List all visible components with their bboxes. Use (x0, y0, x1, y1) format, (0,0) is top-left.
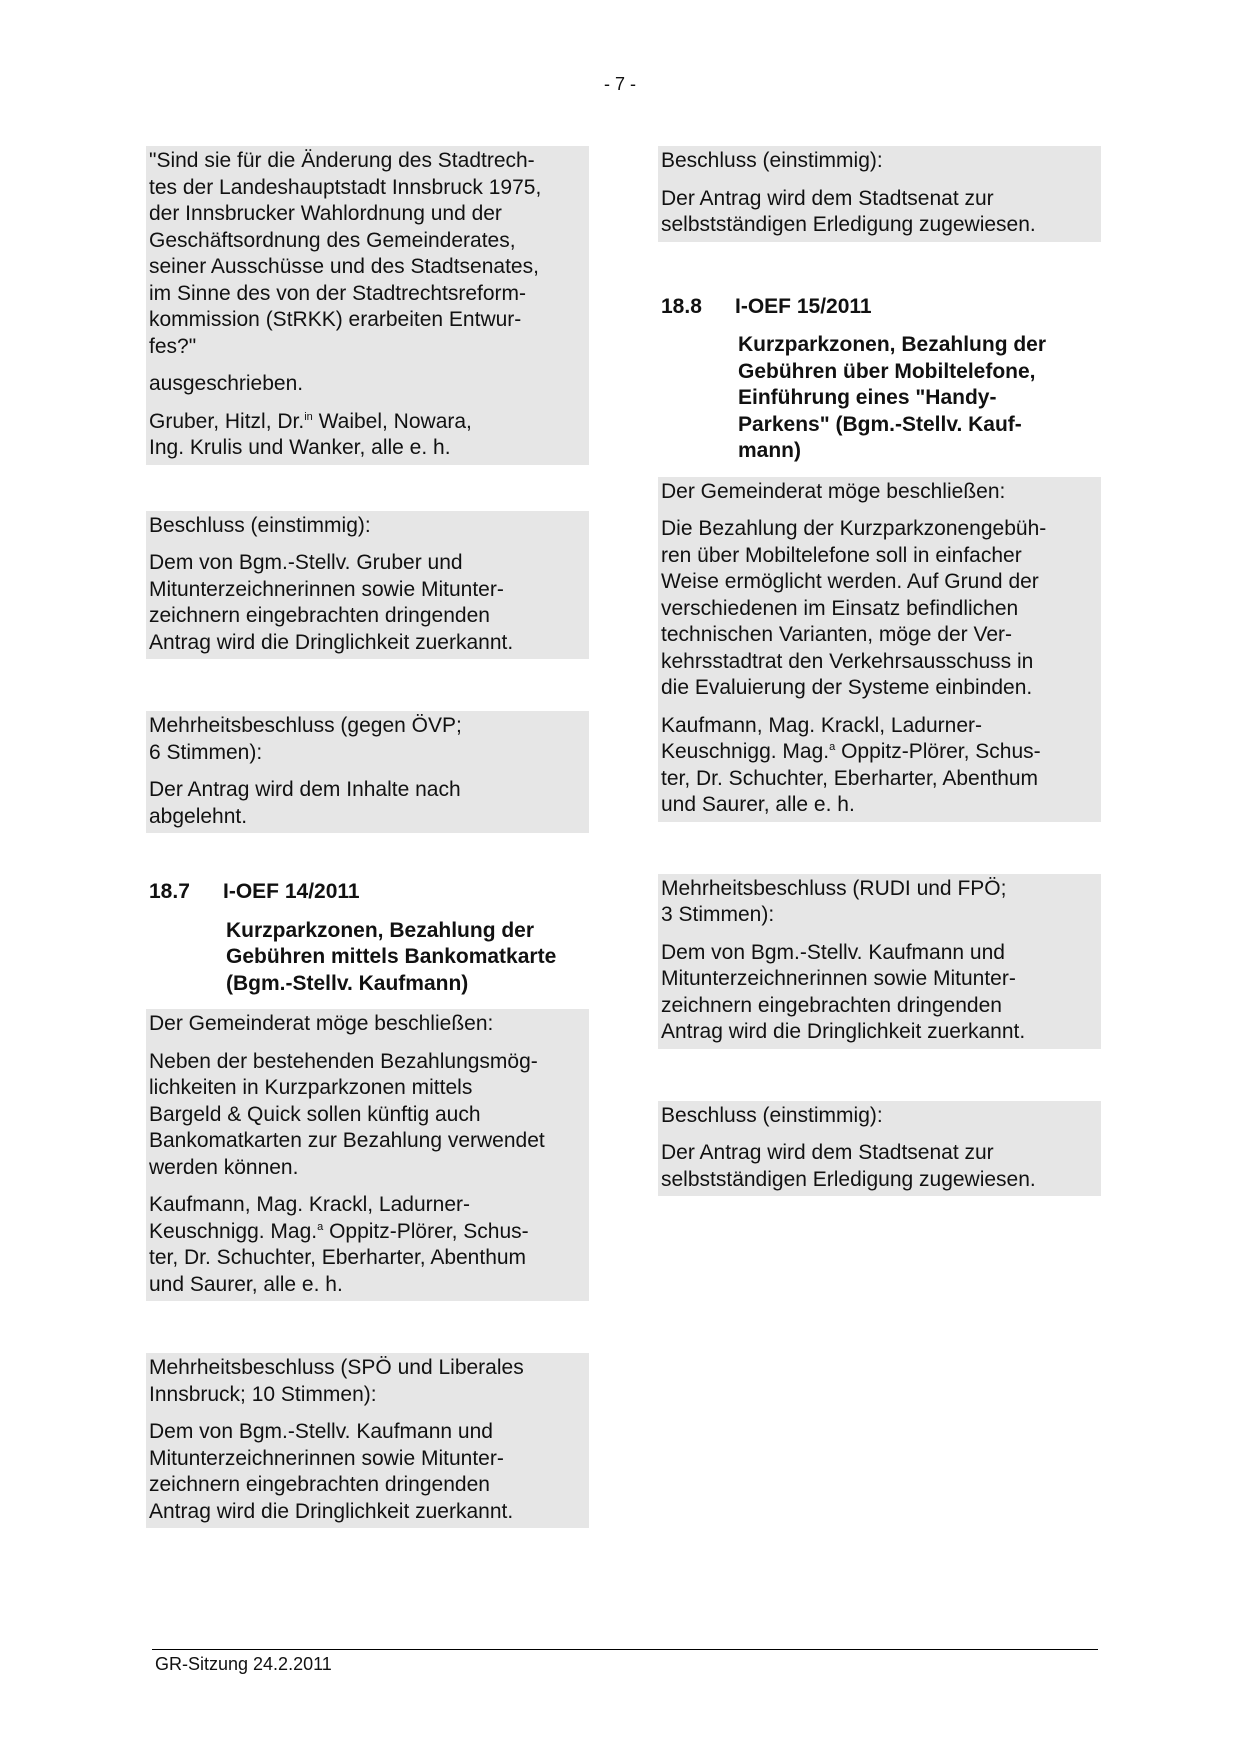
text-line: lichkeiten in Kurzparkzonen mittels (149, 1076, 473, 1099)
text-line: mann) (738, 439, 801, 462)
text-line: ren über Mobiltelefone soll in einfacher (661, 543, 1022, 567)
item-number: 18.8 (661, 294, 702, 318)
text-line: zeichnern eingebrachten dringenden (149, 1473, 490, 1496)
text-line: technischen Varianten, möge der Ver- (661, 623, 1012, 646)
majority-decision-box (658, 874, 1101, 1049)
agenda-item-18-8 (658, 294, 1101, 465)
text-line: Neben der bestehenden Bezahlungsmög- (149, 1049, 538, 1073)
decision-text (149, 777, 586, 830)
left-column (146, 146, 589, 1580)
signatory-line: ter, Dr. Schuchter, Eberharter, Abenthum (661, 766, 1039, 790)
text-line: werden können. (149, 1155, 299, 1179)
text-line: kehrsstadtrat den Verkehrsausschuss in (661, 649, 1034, 673)
motion-text (149, 1049, 586, 1182)
decision-text (661, 1140, 1098, 1193)
item-code: I-OEF 15/2011 (735, 294, 872, 318)
signatory-line: und Saurer, alle e. h. (661, 793, 855, 816)
text-line: Die Bezahlung der Kurzparkzonengebüh- (661, 517, 1047, 540)
text-line: Dem von Bgm.-Stellv. Gruber und (149, 551, 463, 574)
text-line: Bankomatkarten zur Bezahlung verwendet (149, 1129, 545, 1152)
decision-heading (149, 713, 586, 766)
decision-heading: Beschluss (einstimmig): (661, 1103, 883, 1127)
ausgeschrieben-text: ausgeschrieben. (149, 372, 304, 395)
motion-box (146, 1009, 589, 1301)
text-line: Gebühren über Mobiltelefone, (738, 359, 1036, 383)
text-line: Kurzparkzonen, Bezahlung der (226, 918, 535, 942)
text-line: Mehrheitsbeschluss (gegen ÖVP; (149, 714, 462, 737)
text-line: Geschäftsordnung des Gemeinderates, (149, 228, 516, 252)
text-line: zeichnern eingebrachten dringenden (149, 604, 490, 627)
signatory-line: Keuschnigg. Mag.$^a$ Oppitz-Plörer, Schus- (149, 1219, 529, 1243)
decision-heading: Beschluss (einstimmig): (661, 149, 883, 172)
text-line: Mitunterzeichnerinnen sowie Mitunter- (661, 967, 1016, 990)
item-title (661, 332, 1098, 465)
right-column (658, 146, 1101, 1248)
text-line: seiner Ausschüsse und des Stadtsenates, (149, 255, 539, 278)
item-title (149, 918, 586, 998)
text-line: Weise ermöglicht werden. Auf Grund der (661, 570, 1039, 593)
decision-text (661, 186, 1098, 239)
item-number-line (661, 294, 1098, 321)
decision-text (661, 940, 1098, 1046)
text-line: 6 Stimmen): (149, 740, 263, 764)
decision-text (149, 550, 586, 656)
signatory-line: Kaufmann, Mag. Krackl, Ladurner- (661, 713, 982, 737)
text-line: Dem von Bgm.-Stellv. Kaufmann und (661, 940, 1005, 964)
text-line: fes?" (149, 334, 197, 358)
majority-decision-box (146, 711, 589, 833)
agenda-item-18-7 (146, 879, 589, 997)
decision-box (658, 1101, 1101, 1197)
text-line: Der Antrag wird dem Stadtsenat zur (661, 186, 994, 210)
motion-text (661, 516, 1098, 702)
text-line: selbstständigen Erledigung zugewiesen. (661, 213, 1036, 236)
decision-text (149, 1419, 586, 1525)
text-line: selbstständigen Erledigung zugewiesen. (661, 1167, 1036, 1191)
decision-box (146, 511, 589, 660)
text-line: die Evaluierung der Systeme einbinden. (661, 676, 1033, 699)
text-line: Antrag wird die Dringlichkeit zuerkannt. (149, 630, 514, 654)
motion-heading: Der Gemeinderat möge beschließen: (149, 1012, 494, 1035)
text-line: 3 Stimmen): (661, 903, 775, 926)
text-line: der Innsbrucker Wahlordnung und der (149, 202, 502, 225)
text-line: "Sind sie für die Änderung des Stadtrech- (149, 149, 535, 172)
item-number: 18.7 (149, 880, 190, 903)
text-line: Mitunterzeichnerinnen sowie Mitunter- (149, 577, 504, 601)
signatory-line: Ing. Krulis und Wanker, alle e. h. (149, 436, 451, 459)
text-line: Antrag wird die Dringlichkeit zuerkannt. (149, 1499, 514, 1523)
majority-decision-box (146, 1353, 589, 1528)
text-line: Mitunterzeichnerinnen sowie Mitunter- (149, 1446, 504, 1470)
text-line: zeichnern eingebrachten dringenden (661, 993, 1002, 1017)
signatory-line: Kaufmann, Mag. Krackl, Ladurner- (149, 1193, 470, 1216)
text-line: Gebühren mittels Bankomatkarte (226, 945, 557, 968)
page-number: - 7 - (603, 74, 636, 94)
text-line: Bargeld & Quick sollen künftig auch (149, 1102, 481, 1126)
footer-text: GR-Sitzung 24.2.2011 (155, 1654, 332, 1674)
referendum-question-box (146, 146, 589, 465)
text-line: Kurzparkzonen, Bezahlung der (738, 333, 1047, 356)
text-line: Mehrheitsbeschluss (SPÖ und Liberales (149, 1356, 524, 1379)
signatories (149, 409, 586, 462)
decision-heading: Beschluss (einstimmig): (149, 513, 371, 537)
text-line: Dem von Bgm.-Stellv. Kaufmann und (149, 1420, 493, 1443)
text-line: Einführung eines "Handy- (738, 386, 997, 409)
text-line: abgelehnt. (149, 804, 248, 828)
text-line: Mehrheitsbeschluss (RUDI und FPÖ; (661, 876, 1007, 900)
signatories (661, 713, 1098, 819)
decision-heading (661, 876, 1098, 929)
text-line: tes der Landeshauptstadt Innsbruck 1975, (149, 175, 542, 199)
text-line: kommission (StRKK) erarbeiten Entwur- (149, 308, 522, 331)
signatory-line: und Saurer, alle e. h. (149, 1272, 343, 1296)
item-code: I-OEF 14/2011 (223, 880, 360, 903)
text-line: Der Antrag wird dem Inhalte nach (149, 778, 461, 801)
text-line: verschiedenen im Einsatz befindlichen (661, 596, 1019, 620)
signatories (149, 1192, 586, 1298)
decision-heading (149, 1355, 586, 1408)
signatory-line: Keuschnigg. Mag.$^a$ Oppitz-Plörer, Schus- (661, 740, 1041, 763)
signatory-line: ter, Dr. Schuchter, Eberharter, Abenthum (149, 1246, 527, 1269)
motion-heading: Der Gemeinderat möge beschließen: (661, 479, 1006, 503)
text-line: im Sinne des von der Stadtrechtsreform- (149, 281, 526, 305)
footer-divider (152, 1649, 1098, 1650)
signatory-line: Gruber, Hitzl, Dr.$^{in}$ Waibel, Nowara, (149, 409, 472, 433)
text-line: Innsbruck; 10 Stimmen): (149, 1382, 377, 1406)
text-line: Antrag wird die Dringlichkeit zuerkannt. (661, 1020, 1026, 1043)
decision-box (658, 146, 1101, 242)
text-line: Der Antrag wird dem Stadtsenat zur (661, 1141, 994, 1164)
text-line: (Bgm.-Stellv. Kaufmann) (226, 971, 469, 995)
motion-box (658, 477, 1101, 822)
text-line: Parkens" (Bgm.-Stellv. Kauf- (738, 412, 1022, 436)
referendum-question (149, 148, 586, 360)
item-number-line (149, 879, 586, 906)
